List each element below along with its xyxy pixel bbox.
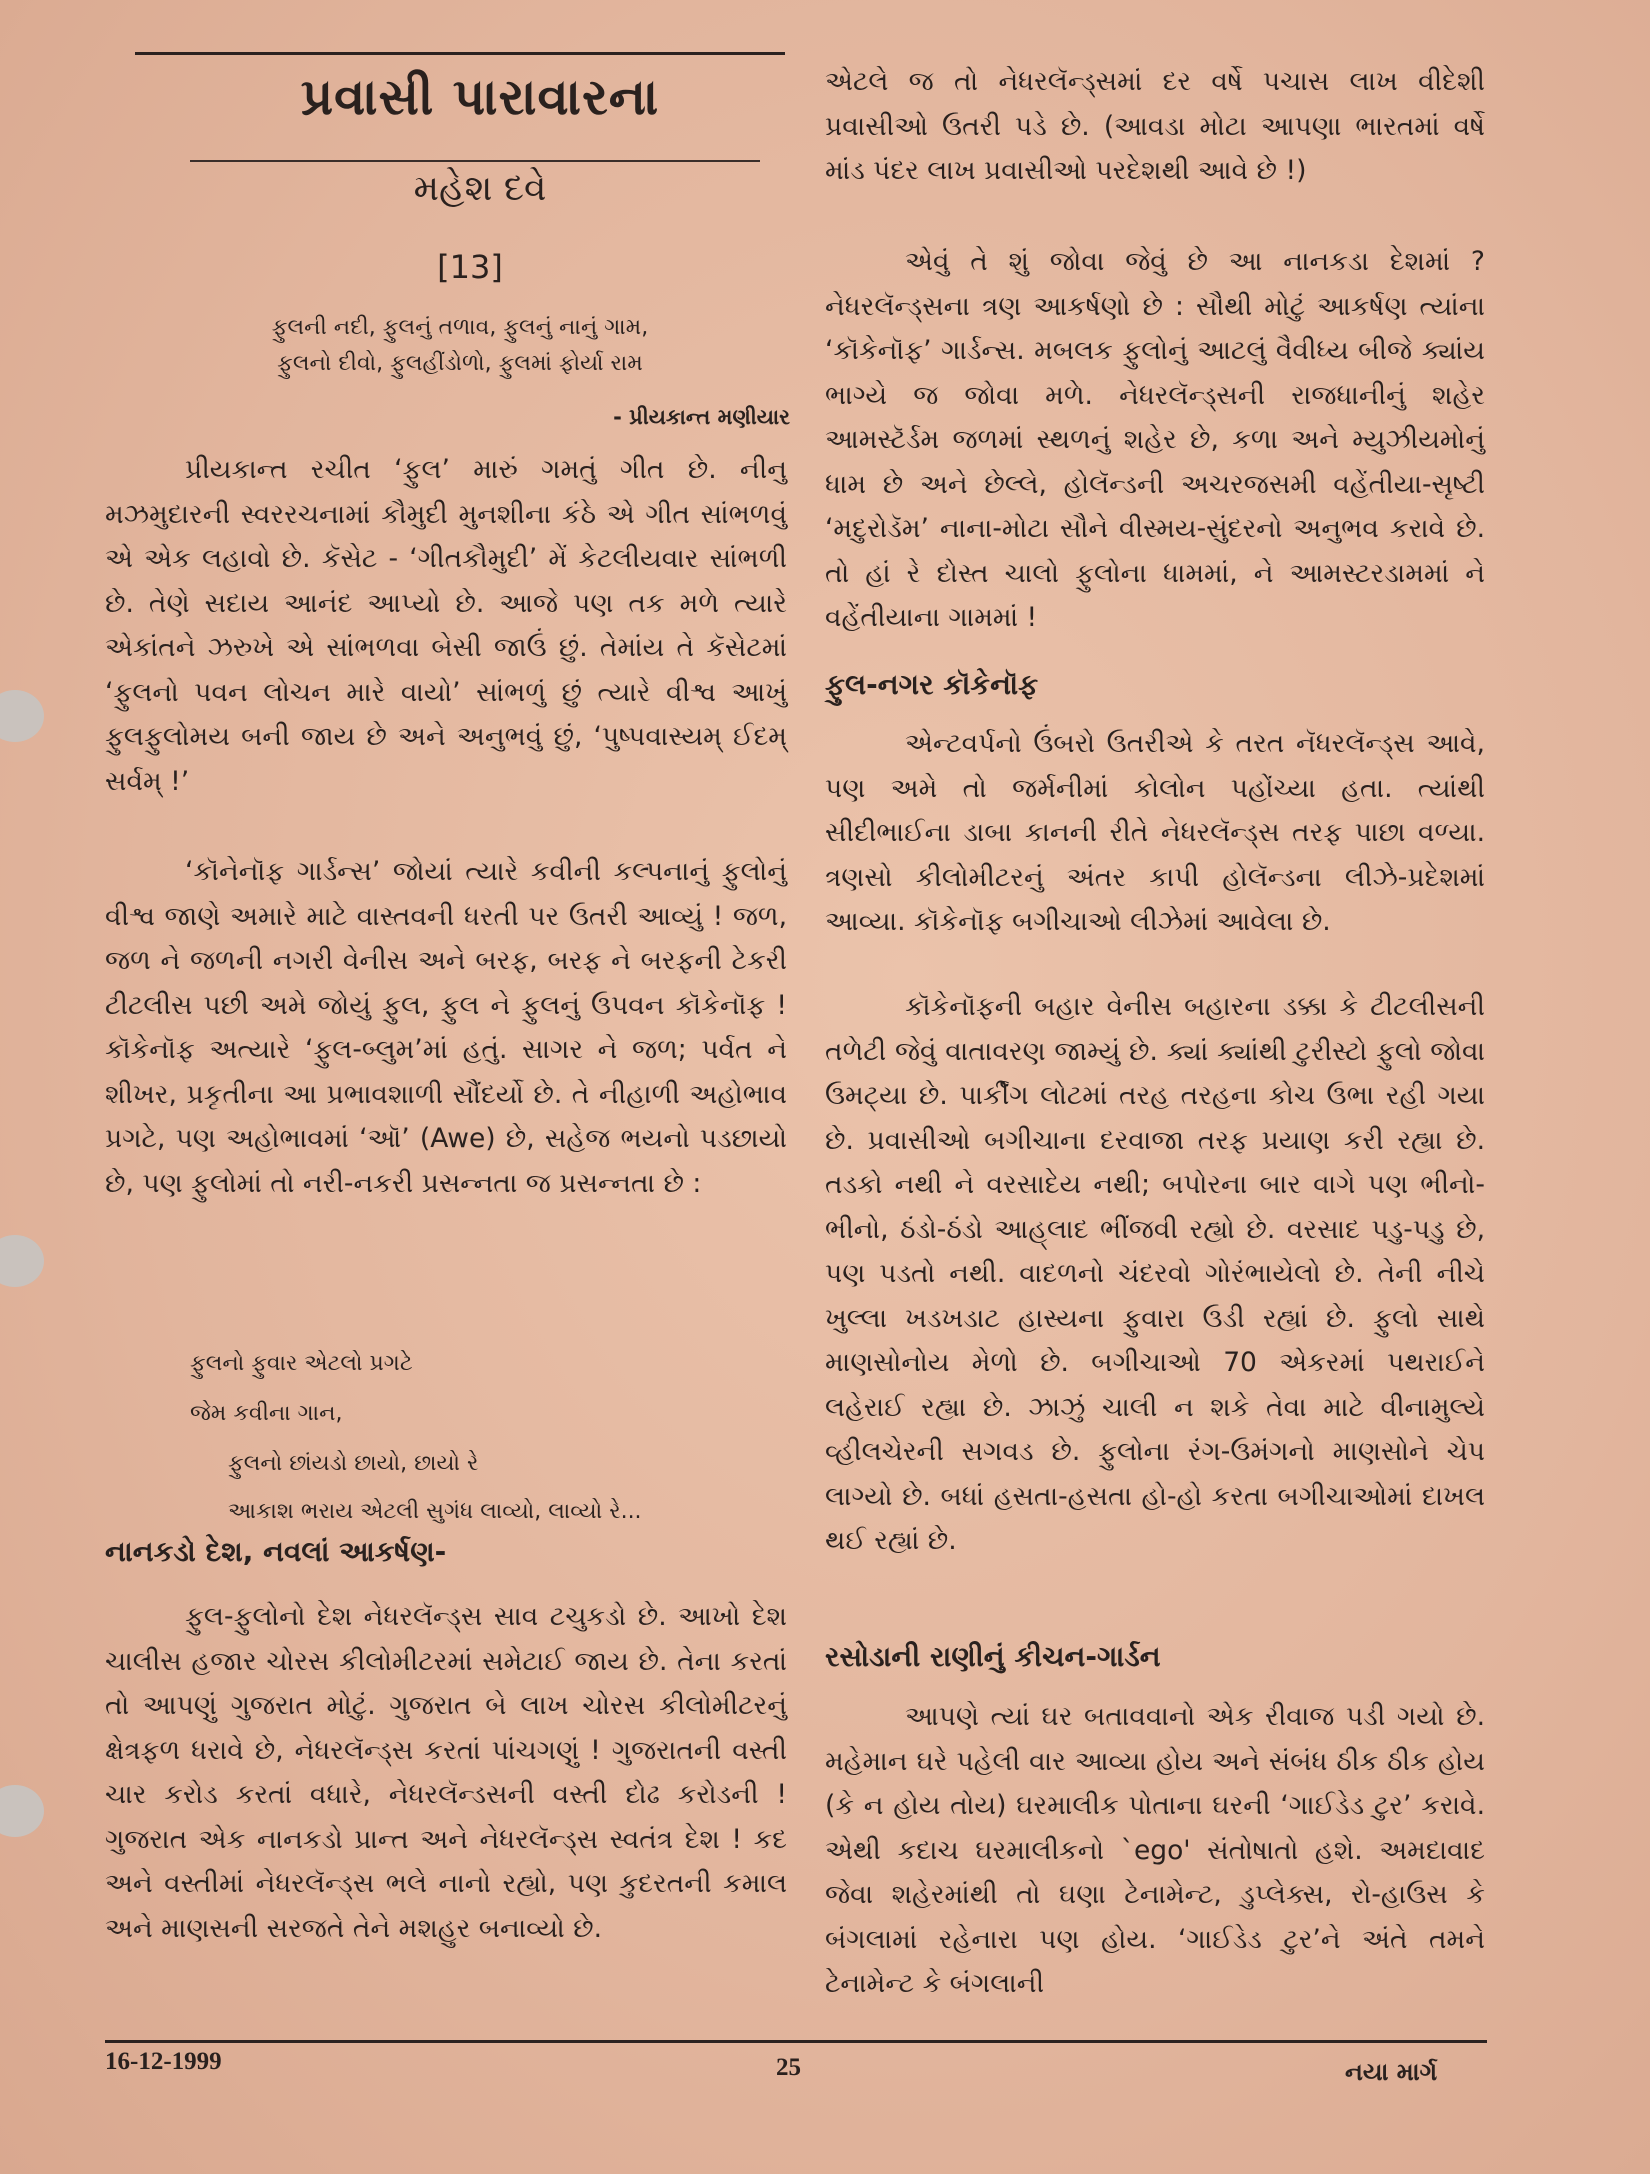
section-heading: રસોડાની રાણીનું કીચન-ગાર્ડન	[825, 1640, 1161, 1673]
article-author: મહેશ દવે	[413, 168, 547, 209]
page-number: 25	[776, 2054, 801, 2081]
epigraph-line: ફુલનો દીવો, ફુલહીંડોળો, ફુલમાં ફોર્યા રામ	[277, 351, 643, 376]
page-edge-hole	[0, 690, 44, 742]
article-title: પ્રવાસી પારાવારના	[300, 68, 660, 126]
paragraph: ‘કૉનેનૉફ ગાર્ડન્સ’ જોયાં ત્યારે કવીની કલ્પનાનું ફુલોનું વીશ્વ જાણે અમારે માટે વાસ્તવની ધરતી પર ઉતરી આવ્યું ! જળ, જળ ને જળની નગરી વેનીસ અને બરફ, બરફ ને બરફની ટેકરી ટીટલીસ પછી અમે જોયું ફુલ, ફુલ ને ફુલનું ઉપવન કૉકેનૉફ ! કૉકેનૉફ અત્યારે ‘ફુલ-બ્લુમ’માં હતું. સાગર ને જળ; પર્વત ને શીખર, પ્રકૃતીના આ પ્રભાવશાળી સૌંદર્યો છે. તે નીહાળી અહોભાવ પ્રગટે, પણ અહોભાવમાં ‘ઑ’ (Awe) છે, સહેજ ભયનો પડછાયો છે, પણ ફુલોમાં તો નરી-નકરી પ્રસન્નતા જ પ્રસન્નતા છે :	[105, 856, 787, 1199]
paragraph: ફુલ-ફુલોનો દેશ નેધરલૅન્ડ્સ સાવ ટચુકડો છે. આખો દેશ ચાલીસ હજાર ચોરસ કીલોમીટરમાં સમેટાઈ જાય છે. તેના કરતાં તો આપણું ગુજરાત મોટું. ગુજરાત બે લાખ ચોરસ કીલોમીટરનું ક્ષેત્રફળ ધરાવે છે, નેધરલૅન્ડ્સ કરતાં પાંચગણું ! ગુજરાતની વસ્તી ચાર કરોડ કરતાં વધારે, નેધરલૅન્ડસની વસ્તી દોઢ કરોડની ! ગુજરાત એક નાનકડો પ્રાન્ત અને નેધરલૅન્ડ્સ સ્વતંત્ર દેશ ! કદ અને વસ્તીમાં નેધરલૅન્ડ્સ ભલે નાનો રહ્યો, પણ કુદરતની કમાલ અને માણસની સરજતે તેને મશહુર બનાવ્યો છે.	[105, 1601, 787, 1944]
part-number: [13]	[437, 248, 503, 286]
magazine-name: નયા માર્ગ	[1345, 2058, 1438, 2086]
page-edge-hole	[0, 1235, 44, 1287]
footer-date: 16-12-1999	[105, 2048, 222, 2075]
footer-rule	[105, 2040, 1487, 2043]
paragraph: એન્ટવર્પનો ઉંબરો ઉતરીએ કે તરત નૅધરલૅન્ડ્સ આવે, પણ અમે તો જર્મનીમાં કોલોન પહોંચ્યા હતા. ત્યાંથી સીદીભાઈના ડાબા કાનની રીતે નેધરલૅન્ડ્સ તરફ પાછા વળ્યા. ત્રણસો કીલોમીટરનું અંતર કાપી હોલૅન્ડના લીઝે-પ્રદેશમાં આવ્યા. કૉકેનૉફ બગીચાઓ લીઝેમાં આવેલા છે.	[825, 728, 1485, 937]
section-heading: ફુલ-નગર કૉકેનૉફ	[825, 668, 1039, 701]
paragraph: પ્રીયકાન્ત રચીત ‘ફુલ’ મારું ગમતું ગીત છે. નીનુ મઝમુદારની સ્વરરચનામાં કૌમુદી મુનશીના કંઠે એ ગીત સાંભળવું એ એક લહાવો છે. કૅસેટ - ‘ગીતકૌમુદી’ મેં કેટલીયવાર સાંભળી છે. તેણે સદાય આનંદ આપ્યો છે. આજે પણ તક મળે ત્યારે એકાંતને ઝરુખે એ સાંભળવા બેસી જાઉં છું. તેમાંય તે કૅસેટમાં ‘ફુલનો પવન લોચન મારે વાયો’ સાંભળું છું ત્યારે વીશ્વ આખું ફુલફુલોમય બની જાય છે અને અનુભવું છું, ‘પુષ્પવાસ્યમ્ ઈદમ્ સર્વમ્ !’	[105, 454, 787, 797]
paragraph: કૉકેનૉફની બહાર વેનીસ બહારના ડક્કા કે ટીટલીસની તળેટી જેવું વાતાવરણ જામ્યું છે. ક્યાં ક્યાંથી ટુરીસ્ટો ફુલો જોવા ઉમટ્યા છે. પાર્કીંગ લોટમાં તરહ તરહના કોચ ઉભા રહી ગયા છે. પ્રવાસીઓ બગીચાના દરવાજા તરફ પ્રયાણ કરી રહ્યા છે. તડકો નથી ને વરસાદેય નથી; બપોરના બાર વાગે પણ ભીનો-ભીનો, ઠંડો-ઠંડો આહ્‌લાદ ભીંજવી રહ્યો છે. વરસાદ પડુ-પડુ છે, પણ પડતો નથી. વાદળનો ચંદરવો ગોરંભાયેલો છે. તેની નીચે ખુલ્લા ખડખડાટ હાસ્યના ફુવારા ઉડી રહ્યાં છે. ફુલો સાથે માણસોનોય મેળો છે. બગીચાઓ 70 એકરમાં પથરાઈને લહેરાઈ રહ્યા છે. ઝાઝું ચાલી ન શકે તેવા માટે વીનામુલ્યે વ્હીલચેરની સગવડ છે. ફુલોના રંગ-ઉમંગનો માણસોને ચેપ લાગ્યો છે. બધાં હસતા-હસતા હો-હો કરતા બગીચાઓમાં દાખલ થઈ રહ્યાં છે.	[825, 991, 1485, 1556]
top-rule	[135, 52, 785, 55]
verse-line: ફુલનો ફુવાર એટલો પ્રગટે	[190, 1351, 413, 1376]
paragraph: એવું તે શું જોવા જેવું છે આ નાનકડા દેશમાં ? નેધરલૅન્ડ્સના ત્રણ આકર્ષણો છે : સૌથી મોટું આકર્ષણ ત્યાંના ‘કૉકેનૉફ’ ગાર્ડન્સ. મબલક ફુલોનું આટલું વૈવીધ્ય બીજે ક્યાંય ભાગ્યે જ જોવા મળે. નેધરલૅન્ડ્સની રાજધાનીનું શહેર આમસ્ટૅર્ડમ જળમાં સ્થળનું શહેર છે, કળા અને મ્યુઝીયમોનું ધામ છે અને છેલ્લે, હોલૅન્ડની અચરજસમી વહેંતીયા-સૃષ્ટી ‘મદુરોડૅમ’ નાના-મોટા સૌને વીસ્મય-સુંદરનો અનુભવ કરાવે છે. તો હાં રે દોસ્ત ચાલો ફુલોના ધામમાં, ને આમસ્ટરડામમાં ને વહેંતીયાના ગામમાં !	[825, 246, 1485, 633]
verse-line: ફુલનો છાંયડો છાયો, છાયો રે	[228, 1451, 479, 1476]
title-rule	[190, 160, 760, 162]
page-edge-hole	[0, 1785, 44, 1837]
paragraph: એટલે જ તો નેધરલૅન્ડ્સમાં દર વર્ષે પચાસ લાખ વીદેશી પ્રવાસીઓ ઉતરી પડે છે. (આવડા મોટા આપણા ભારતમાં વર્ષે માંડ પંદર લાખ પ્રવાસીઓ પરદેશથી આવે છે !)	[825, 66, 1485, 186]
verse-line: આકાશ ભરાય એટલી સુગંધ લાવ્યો, લાવ્યો રે...	[228, 1499, 642, 1524]
verse-line: જેમ કવીના ગાન,	[190, 1401, 343, 1426]
epigraph-credit: - પ્રીયકાન્ત મણીયાર	[613, 405, 790, 429]
section-heading: નાનકડો દેશ, નવલાં આકર્ષણ-	[105, 1535, 447, 1568]
paragraph: આપણે ત્યાં ઘર બતાવવાનો એક રીવાજ પડી ગયો છે. મહેમાન ઘરે પહેલી વાર આવ્યા હોય અને સંબંધ ઠીક ઠીક હોય (કે ન હોય તોય) ઘરમાલીક પોતાના ઘરની ‘ગાઈડેડ ટુર’ કરાવે. એથી કદાચ ઘરમાલીકનો `ego' સંતોષાતો હશે. અમદાવાદ જેવા શહેરમાંથી તો ઘણા ટેનામેન્ટ, ડુપ્લેક્સ, રો-હાઉસ કે બંગલામાં રહેનારા પણ હોય. ‘ગાઈડેડ ટુર’ને અંતે તમને ટેનામેન્ટ કે બંગલાની	[825, 1701, 1485, 1999]
epigraph	[200, 310, 720, 382]
epigraph-line: ફુલની નદી, ફુલનું તળાવ, ફુલનું નાનું ગામ,	[271, 315, 649, 340]
